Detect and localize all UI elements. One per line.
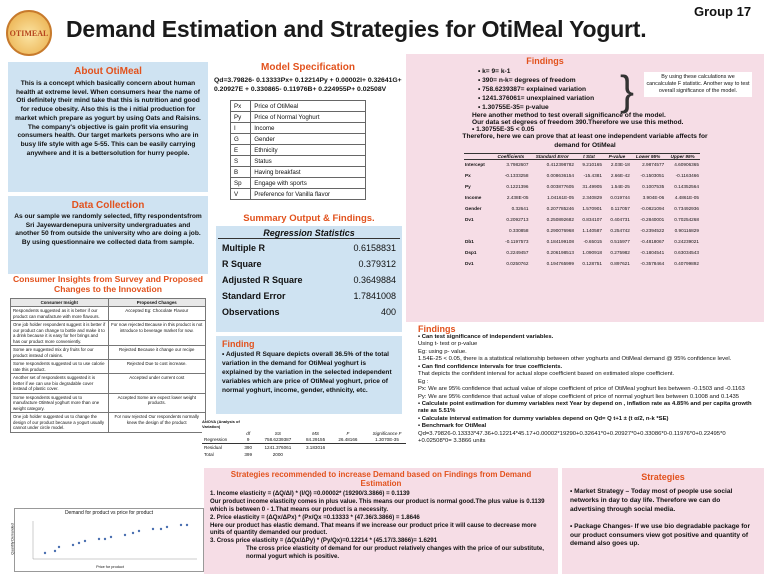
- variable-symbol: Px: [231, 101, 251, 112]
- findings-bullet: • 758.6239387= explained variation: [478, 86, 758, 95]
- scatter-point: [152, 528, 154, 530]
- coef-cell: -0.1503051: [640, 173, 665, 179]
- coef-cell: 9.210165: [582, 162, 602, 168]
- strategies-left-text: [210, 490, 552, 560]
- table-row: [11, 413, 206, 433]
- anova-cell: 390: [244, 444, 253, 450]
- anova-cell: 26.48166: [332, 437, 364, 444]
- about-text: This is a concept which basically concern about human health at extreme level. When consumers hear the name of Oti definitely their mind take that this is nutrition and good for reduce obesity. Also this is the i nitial production for market which prepare as yogurt by using Oats and Raisins. The company's objective is gain profit via ensuring consumers health. Our target markets persons who are in busy life style with age 5-55. This can be easily carrying anywhere and it is a bettersolution for hurry people.: [15, 80, 201, 157]
- variable-symbol: Py: [231, 112, 251, 123]
- variable-row: [231, 145, 366, 156]
- regression-row: [218, 288, 400, 304]
- findings2-line: • Calculate point estimation for dummy variables next Year by depend on , inflation rate as 4.85% and per capita growth rate as 5.51%: [418, 400, 752, 415]
- coef-cell: -0.2394522: [640, 228, 665, 234]
- model-equation: Qd=3.79826- 0.13333Px+ 0.12214Py + 0.00002I+ 0.32641G+ 0.20927E + 0.330865- 0.11976B+ 0.224955P+ 0.02508V: [214, 77, 402, 94]
- coef-header: Lower 95%: [631, 153, 665, 159]
- variable-symbol: G: [231, 134, 251, 145]
- coef-row-label: Dv1: [465, 217, 474, 223]
- anova-cell: 9: [240, 437, 256, 444]
- findings-bullet: • 390= n-k= degrees of freedom: [478, 77, 758, 86]
- change-cell: Accepted Some are expect lower weight products.: [108, 393, 206, 413]
- variable-row: [231, 189, 366, 200]
- insight-cell: Another set of respondents suggested it is better if we can use bio degradable cover instead of plastic cover.: [11, 374, 109, 394]
- findings-bullet: • 1241.376061= unexplained variation: [478, 95, 758, 104]
- findings2-line: • Calculate interval estimation for dummy variables depend on Qd= Q t+1 ± (t α/2, n-k *SE): [418, 415, 669, 422]
- coef-row-label: [464, 225, 492, 236]
- coef-row-label: Dsp1: [465, 250, 477, 256]
- scatter-point: [98, 538, 100, 540]
- anova-header: F: [346, 430, 350, 436]
- change-cell: Accepted under current cost: [108, 374, 206, 394]
- findings2-line: Eg :: [418, 378, 429, 385]
- logo: [6, 10, 52, 56]
- demand-chart: [10, 508, 204, 572]
- regression-label: Multiple R: [222, 243, 265, 253]
- scatter-point: [54, 550, 56, 552]
- coef-cell: 0.250892682: [546, 217, 574, 223]
- coef-cell: 0.003877605: [546, 184, 574, 190]
- scatter-point: [180, 524, 182, 526]
- coef-header: P-value: [603, 153, 631, 159]
- anova-header: [202, 430, 240, 437]
- coef-cell: 0.184199108: [546, 239, 574, 245]
- findings-top-heading: Findings: [526, 56, 564, 66]
- change-cell: Rejected Due to cost increase.: [108, 360, 206, 374]
- insight-cell: Some respondents suggested us to use calorie rate this product.: [11, 360, 109, 374]
- model-panel: [214, 62, 402, 212]
- change-cell: Accepted Eg: Chocolate Flavour: [108, 307, 206, 321]
- coef-cell: 0.515977: [610, 239, 630, 245]
- table-row: [11, 393, 206, 413]
- variable-row: [231, 167, 366, 178]
- variable-desc: Ethnicity: [251, 145, 366, 156]
- coef-cell: 0.117057: [610, 206, 630, 212]
- table-row: [11, 307, 206, 321]
- insight-cell: One job holder respondent suggest it is better if our product can change to bottle and make it to a drink because it is easy for her brings and has our product more conveniently.: [11, 321, 109, 346]
- coef-cell: 0.404731: [610, 217, 630, 223]
- insights-heading: Consumer Insights from Survey and Proposed Changes to the Innovation: [12, 274, 204, 294]
- regression-label: R Square: [222, 259, 262, 269]
- change-cell: Rejected Because it change our recipe: [108, 346, 206, 360]
- coef-cell: 0.330858: [508, 228, 529, 234]
- coef-cell: 3.7982607: [506, 162, 529, 168]
- scatter-point: [186, 524, 188, 526]
- coef-cell: -0.1333258: [504, 173, 529, 179]
- insights-col-insight: Consumer Insight: [11, 299, 109, 307]
- variable-desc: Preference for Vanilla flavor: [251, 189, 366, 200]
- regression-value: 0.379312: [358, 259, 396, 269]
- insights-table-wrap: [10, 298, 206, 433]
- findings2-line: • Benchmark for OtiMeal: [418, 423, 487, 430]
- strategy-line: Here our product has elastic demand. That means if we increase our product price it will cause to decrease more units of quantity demanded our product.: [210, 521, 537, 537]
- variable-desc: Income: [251, 123, 366, 134]
- regression-table: [218, 240, 400, 320]
- strategies-left-panel: [204, 468, 558, 574]
- anova-cell: 1.3070E-35: [364, 437, 410, 444]
- coef-cell: 0.90116829: [674, 228, 699, 234]
- findings-note: By using these calculations we cancalculate F statistic. Another way to test overall significance of the model.: [644, 72, 752, 97]
- coef-cell: 0.897621: [610, 261, 630, 267]
- anova-cell: Regression: [202, 437, 240, 444]
- coef-cell: -0.1804541: [640, 250, 665, 256]
- finding-left-heading: Finding: [222, 339, 255, 349]
- coef-cell: 0.1221396: [506, 184, 529, 190]
- variable-desc: Having breakfast: [251, 167, 366, 178]
- coef-cell: 2.03E-18: [610, 162, 630, 168]
- coef-cell: 0.254742: [610, 228, 630, 234]
- findings2-line: Py: We are 95% confidence that actual value of slope coefficient of price of normal yoghurt lies between 0.1008 and 0.1435: [418, 393, 740, 400]
- anova-cell: 758.6239387: [256, 437, 299, 444]
- coef-cell: 2.438E-05: [506, 195, 529, 201]
- variables-table: [230, 100, 366, 200]
- table-row: [11, 321, 206, 346]
- demand-chart-title: Demand for product vs price for product: [64, 510, 154, 516]
- scatter-point: [138, 530, 140, 532]
- variable-desc: Price of OtiMeal: [251, 101, 366, 112]
- coef-cell: -15.4381: [583, 173, 602, 179]
- coef-cell: 0.194765999: [546, 261, 574, 267]
- variable-symbol: E: [231, 145, 251, 156]
- anova-cell: Total: [204, 451, 214, 457]
- anova-title: ANOVA (Analysis of Variation): [202, 419, 240, 429]
- findings2-heading: Findings: [418, 324, 456, 334]
- findings2-line: Px: We are 95% confidence that actual value of slope coefficient of price of OtiMeal yoghurt lies between -0.1503 and -0.1163: [418, 386, 745, 393]
- coef-cell: 0.275982: [610, 250, 630, 256]
- regression-title: Regression Statistics: [218, 228, 400, 239]
- variable-desc: Gender: [251, 134, 366, 145]
- coef-row-label: Dv1: [465, 261, 474, 267]
- demand-chart-plot: [15, 517, 203, 569]
- coef-cell: 1.04161E-05: [547, 195, 574, 201]
- coef-row: [464, 159, 700, 170]
- coef-row-label: Intercept: [465, 162, 485, 168]
- coef-row-label: Income: [465, 195, 482, 201]
- coef-row-label: Gender: [465, 206, 482, 212]
- coef-cell: 0.32641: [511, 206, 529, 212]
- coef-row-label: Px: [465, 173, 471, 179]
- coef-cell: 2.66E-42: [610, 173, 630, 179]
- strategies-left-heading: Strategies recommended to increase Demand based on Findings from Demand Estimation: [230, 470, 532, 489]
- coef-row-label: Db1: [465, 239, 474, 245]
- coef-cell: 0.40799892: [674, 261, 699, 267]
- coef-cell: 1.090918: [582, 250, 602, 256]
- coef-cell: 4.4861E-05: [674, 195, 699, 201]
- regression-value: 1.7841008: [353, 291, 396, 301]
- coef-cell: 0.2092713: [506, 217, 529, 223]
- coef-cell: 2.9874577: [642, 162, 665, 168]
- coef-cell: 0.73492936: [674, 206, 699, 212]
- page-title: Demand Estimation and Strategies for OtiMeal Yogurt.: [66, 16, 647, 42]
- model-heading: Model Specification: [261, 62, 355, 73]
- insight-cell: Some are suggested mix dry fruits for our product instead of raisins.: [11, 346, 109, 360]
- summary-heading: Summary Output & Findings.: [243, 213, 375, 224]
- coef-cell: 31.49905: [582, 184, 602, 190]
- coef-row: [464, 203, 700, 214]
- variable-desc: Engage with sports: [251, 178, 366, 189]
- finding-left-panel: [216, 336, 402, 414]
- coef-cell: 1.570901: [582, 206, 602, 212]
- insight-cell: One job holder suggested us to change the design of our product because a yogurt usually cannot under circle model.: [11, 413, 109, 433]
- scatter-point: [44, 552, 46, 554]
- coef-cell: -0.65015: [583, 239, 602, 245]
- coef-cell: 0.207785246: [546, 206, 574, 212]
- change-cell: For now rejected Because in this product is not introduce to beverage market for now.: [108, 321, 206, 346]
- regression-value: 0.6158831: [353, 243, 396, 253]
- coef-row: [464, 247, 700, 258]
- coef-cell: -0.1163466: [675, 173, 699, 179]
- findings2-line: Using t- test or p-value: [418, 341, 478, 348]
- coef-cell: -0.2840001: [640, 217, 665, 223]
- regression-value: 0.3649884: [353, 275, 396, 285]
- regression-label: Observations: [222, 307, 280, 317]
- findings-line4: Therefore, here we can prove that at least one independent variable affects for demand for OtiMeal: [462, 133, 708, 150]
- regression-row: [218, 240, 400, 256]
- regression-label: Adjusted R Square: [222, 275, 303, 285]
- scatter-point: [104, 538, 106, 540]
- scatter-point: [110, 536, 112, 538]
- anova-table-wrap: [202, 420, 412, 458]
- scatter-point: [72, 544, 74, 546]
- coef-header: Coefficients: [492, 153, 529, 159]
- anova-header: SS: [274, 430, 281, 436]
- variable-symbol: B: [231, 167, 251, 178]
- scatter-point: [166, 526, 168, 528]
- coef-cell: -0.4818067: [640, 239, 665, 245]
- findings2-text: [418, 334, 758, 446]
- coef-cell: 0.2249457: [506, 250, 529, 256]
- findings-line3: • 1.30755E-35 < 0.05: [472, 126, 535, 134]
- logo-text: OTIMEAL: [9, 28, 49, 38]
- brace-icon: }: [620, 67, 635, 114]
- findings-bullet: • 1.30755E-35= p-value: [478, 104, 758, 113]
- coef-cell: 0.0250762: [506, 261, 529, 267]
- table-row: [11, 360, 206, 374]
- variable-symbol: I: [231, 123, 251, 134]
- coef-row: [464, 225, 700, 236]
- strategies-right-p2: • Package Changes- If we use bio degradable package for our product consumers view got positive and quantity of demand also goes up.: [570, 522, 751, 548]
- anova-cell: 2000: [272, 451, 283, 457]
- anova-row: [202, 437, 410, 444]
- strategy-line: 2. Price elasticity = (ΔQx/ΔPx) * (Px/Qx =0.13333 * (47.36/3.3866) = 1.8646: [210, 513, 420, 521]
- findings2-line: • Can find confidence intervals for true coefficients.: [418, 363, 563, 370]
- anova-cell: Residual: [204, 444, 222, 450]
- findings2-line: Eg: using p- value.: [418, 348, 467, 355]
- coef-cell: 1.54E-25: [610, 184, 630, 190]
- variable-desc: Price of Normal Yoghurt: [251, 112, 366, 123]
- regression-row: [218, 256, 400, 272]
- table-row: [11, 346, 206, 360]
- group-label: Group 17: [694, 4, 752, 19]
- finding-left-text: • Adjusted R Square depicts overall 36.5% of the total variation in the demand for OtiMeal yoghurt is explained by the variation in the selected independent variables which are price of OtiMeal yoghurt, price of normal yoghurt, income, gender, ethnicity, etc.: [222, 351, 392, 394]
- coef-header: Standard Error: [530, 153, 575, 159]
- findings2-line: • Can test significance of independent variables.: [418, 334, 554, 340]
- scatter-point: [132, 532, 134, 534]
- coef-cell: 1.140587: [582, 228, 602, 234]
- anova-row: [202, 451, 410, 458]
- regression-panel: [216, 226, 402, 332]
- anova-cell: [332, 451, 364, 458]
- insight-cell: Respondents suggested as it is better if our product can manufacture with more flavours.: [11, 307, 109, 321]
- coef-cell: 0.206198513: [546, 250, 574, 256]
- coef-cell: 0.019744: [610, 195, 630, 201]
- variable-row: [231, 112, 366, 123]
- demand-chart-xlabel: Price for product: [96, 565, 124, 569]
- scatter-point: [58, 546, 60, 548]
- coefficients-table: [464, 153, 700, 270]
- insights-col-change: Proposed Changes: [108, 299, 206, 307]
- strategies-right-heading: Strategies: [641, 472, 685, 482]
- coef-row-label: Py: [465, 184, 471, 190]
- coef-cell: 0.1007535: [642, 184, 665, 190]
- demand-chart-ylabel: Quantity Demanded: [10, 523, 15, 555]
- change-cell: For now rejected Our respondents normally knew the design of the product: [108, 413, 206, 433]
- about-panel: [8, 62, 208, 192]
- regression-label: Standard Error: [222, 291, 286, 301]
- findings-bullet: • k= 9= k-1: [478, 68, 758, 77]
- anova-cell: 399: [244, 451, 253, 457]
- anova-cell: [332, 444, 364, 451]
- scatter-point: [160, 528, 162, 530]
- variable-desc: Status: [251, 156, 366, 167]
- strategy-line: The cross price elasticity of demand for our product relatively changes with the price of our substitute, normal yogurt which is positive.: [246, 544, 544, 560]
- coef-cell: -0.0821094: [640, 206, 665, 212]
- variable-symbol: Sp: [231, 178, 251, 189]
- findings2-line: Qd=3.79826-0.13333*47.36+0.12214*45.17+0.00002*19290+0.32641*0+0.20927*0+0.33086*0-0.11976*0+0.22495*0 +0.02508*0= 3.3866 units: [418, 430, 726, 445]
- coef-row: [464, 214, 700, 225]
- anova-cell: 1241.376061: [264, 444, 292, 450]
- coef-row: [464, 258, 700, 269]
- coef-cell: 0.14352564: [674, 184, 699, 190]
- findings2-line: 1.54E-25 < 0.05, there is a statistical relationship between other yoghurts and OtiMeal demand @ 95% confidence level.: [418, 356, 732, 363]
- strategy-line: 3. Cross price elasticity = (ΔQx/ΔPy) * (Py/Qx)=0.12214 * (45.17/3.3866)= 1.6291: [210, 537, 438, 545]
- anova-header: Significance F: [372, 430, 402, 436]
- insights-table: [10, 298, 206, 433]
- regression-value: 400: [380, 307, 396, 317]
- findings2-panel: [406, 324, 764, 464]
- coef-cell: 0.70254268: [674, 217, 699, 223]
- scatter-point: [84, 540, 86, 542]
- variable-symbol: S: [231, 156, 251, 167]
- coef-row: [464, 170, 700, 181]
- coef-cell: 0.128751: [582, 261, 602, 267]
- coef-header: t Stat: [575, 153, 603, 159]
- anova-cell: 84.29155: [299, 437, 331, 444]
- scatter-point: [124, 534, 126, 536]
- demand-scatter: [44, 524, 188, 554]
- variable-row: [231, 178, 366, 189]
- coef-cell: 0.63034543: [674, 250, 699, 256]
- variable-row: [231, 156, 366, 167]
- variable-symbol: V: [231, 189, 251, 200]
- coef-cell: 0.008636154: [546, 173, 574, 179]
- regression-row: [218, 304, 400, 320]
- anova-row: [202, 444, 410, 451]
- variable-row: [231, 123, 366, 134]
- data-collection-heading: Data Collection: [71, 200, 145, 211]
- data-collection-text: As our sample we randomly selected, fifty respondentsfrom Sri Jayewardenepura university undergraduates and another 50 from outside the university who are doing a job. By using questionnaire we collected data from sample.: [14, 213, 202, 246]
- coef-cell: -0.1197573: [505, 239, 529, 245]
- findings-line1: Here another method to test overall significance of the model.: [472, 112, 666, 120]
- coef-row: [464, 236, 700, 247]
- coef-cell: 4.60906365: [674, 162, 699, 168]
- about-heading: About OtiMeal: [74, 66, 142, 77]
- anova-cell: [364, 444, 410, 451]
- coef-cell: 2.340829: [582, 195, 602, 201]
- insight-cell: Some respondents suggested us to manufacture OtiMeal yoghurt more than one weight category.: [11, 393, 109, 413]
- anova-header: df: [246, 430, 251, 436]
- coef-row: [464, 181, 700, 192]
- findings2-line: That depicts the confident interval for actual slope coefficient based on estimated slope coefficient.: [418, 371, 675, 378]
- scatter-point: [78, 542, 80, 544]
- table-row: [11, 374, 206, 394]
- anova-cell: [299, 451, 331, 458]
- variable-row: [231, 134, 366, 145]
- strategies-right-panel: [562, 468, 764, 574]
- anova-cell: 3.183016: [305, 444, 326, 450]
- coef-cell: 3.904E-06: [642, 195, 665, 201]
- data-collection-panel: [8, 196, 208, 274]
- coef-cell: 0.290076968: [546, 228, 574, 234]
- findings-line2: Our data set degrees of freedom 390.Therefore we use this method.: [472, 119, 684, 127]
- coef-row: [464, 192, 700, 203]
- coef-cell: 0.412398782: [546, 162, 574, 168]
- coef-cell: 0.24239021: [674, 239, 699, 245]
- variable-row: [231, 101, 366, 112]
- anova-cell: [364, 451, 410, 458]
- anova-header: MS: [312, 430, 319, 436]
- regression-row: [218, 272, 400, 288]
- coef-cell: 0.834107: [582, 217, 602, 223]
- strategies-right-p1: • Market Strategy – Today most of people use social networks in day to day life. Therefore we can do advertising through social media.: [570, 488, 733, 513]
- anova-table: [202, 430, 410, 458]
- coef-header: Upper 95%: [665, 153, 700, 159]
- strategy-line: Our product income elasticity comes in plus value. This means our product is normal good.The plus value is 0.1139 which is between 0 - 1.That means our product is a necessity.: [210, 498, 545, 513]
- findings-top-panel: [406, 54, 764, 322]
- strategy-line: 1. Income elasticity = (ΔQ/ΔI) * (I/Q) =0.00002* (19290/3.3866) = 0.1139: [210, 490, 410, 498]
- coef-cell: -0.3578464: [640, 261, 665, 267]
